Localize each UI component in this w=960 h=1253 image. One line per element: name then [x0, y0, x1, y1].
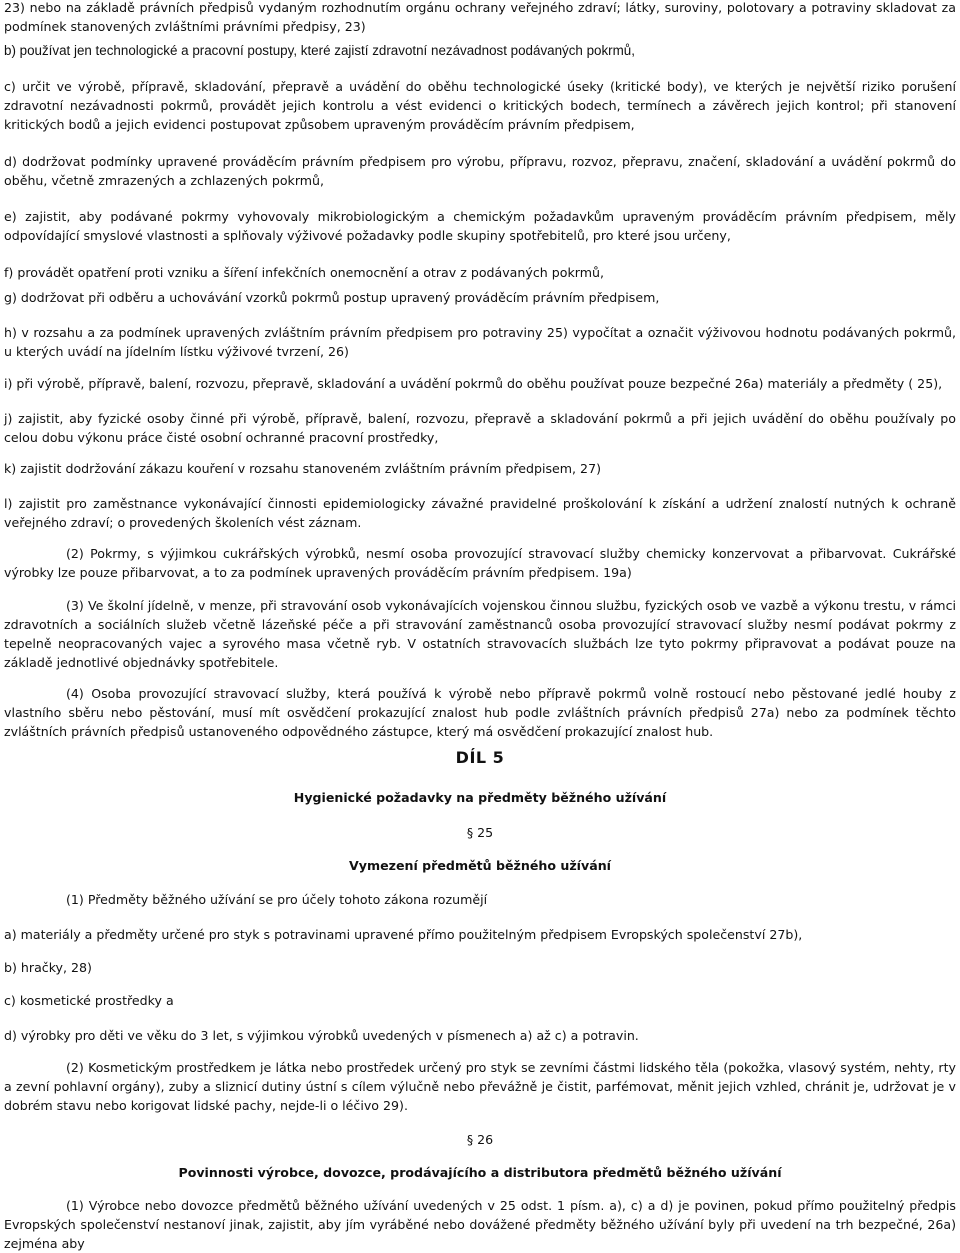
paragraph-item-i: i) při výrobě, přípravě, balení, rozvozu, přepravě, skladování a uvádění pokrmů do oběhu používat pouze bezpečné 26a) materiály a předměty ( 25),	[4, 376, 943, 391]
part-title: Hygienické požadavky na předměty běžného užívání	[293, 790, 667, 805]
paragraph-4: (4) Osoba provozující stravovací služby, která používá k výrobě nebo přípravě pokrmů volně rostoucí nebo pěstované jedlé houby z vlastního sběru nebo pěstování, musí mít osvědčení prokazující znalost hub podle zvláštních právních předpisů 27a) nebo za podmínek těchto zvláštních právních předpisů ustanoveného odpovědného zástupce, který má osvědčení prokazující znalost hub.	[4, 686, 956, 739]
paragraph-23-continuation: 23) nebo na základě právních předpisů vydaným rozhodnutím orgánu ochrany veřejného zdraví; látky, suroviny, polotovary a potraviny skladovat za podmínek stanovených zvláštními právními předpisy, 23)	[4, 0, 956, 34]
part-heading: DÍL 5	[455, 748, 505, 767]
paragraph-item-l: l) zajistit pro zaměstnance vykonávající činnosti epidemiologicky závažné pravidelné proškolování k získání a udržení znalostí nutných k ochraně veřejného zdraví; o provedených školeních vést záznam.	[4, 496, 956, 530]
section-26-number-value: 26	[477, 1132, 494, 1147]
section-26-title: Povinnosti výrobce, dovozce, prodávajícího a distributora předmětů běžného užívání	[178, 1165, 782, 1180]
section-25-item-b: b) hračky, 28)	[4, 960, 92, 975]
paragraph-item-d: d) dodržovat podmínky upravené prováděcím právním předpisem pro výrobu, přípravu, rozvoz, přepravu, značení, skladování a uvádění pokrmů do oběhu, včetně zmrazených a zchlazených pokrmů,	[4, 154, 956, 188]
paragraph-item-j: j) zajistit, aby fyzické osoby činné při výrobě, přípravě, balení, rozvozu, přepravě a skladování pokrmů a při jejich uvádění do oběhu používaly po celou dobu výkonu práce čisté osobní ochranné pracovní prostředky,	[4, 411, 956, 445]
section-25-item-d: d) výrobky pro děti ve věku do 3 let, s výjimkou výrobků uvedených v písmenech a) až c) a potravin.	[4, 1028, 639, 1043]
paragraph-2: (2) Pokrmy, s výjimkou cukrářských výrobků, nesmí osoba provozující stravovací služby chemicky konzervovat a přibarvovat. Cukrářské výrobky lze pouze přibarvovat, a to za podmínek upravených prováděcím právním předpisem. 19a)	[4, 546, 956, 580]
paragraph-3: (3) Ve školní jídelně, v menze, při stravování osob vykonávajících vojenskou činnou službu, fyzických osob ve vazbě a výkonu trestu, v rámci zdravotních a sociálních služeb včetně lázeňské péče a při stravování zaměstnanců osoba provozující stravovací služby nesmí podávat pokrmy z tepelně neopracovaných vajec a syrového masa včetně ryb. V ostatních stravovacích službách lze tyto pokrmy připravovat a podávat pouze na základě jednotlivé objednávky spotřebitele.	[4, 598, 956, 670]
section-26-paragraph-1: (1) Výrobce nebo dovozce předmětů běžného užívání uvedených v 25 odst. 1 písm. a), c) a d) je povinen, pokud přímo použitelný předpis Evropských společenství nestanoví jinak, zajistit, aby jím vyráběné nebo dovážené předměty běžného užívání byly při uvedení na trh bezpečné, 26a) zejména aby	[4, 1198, 956, 1251]
section-25-paragraph-1: (1) Předměty běžného užívání se pro účely tohoto zákona rozumějí	[66, 892, 488, 907]
section-25-number	[0, 823, 960, 842]
section-25-item-c: c) kosmetické prostředky a	[4, 993, 174, 1008]
section-26-number	[0, 1130, 960, 1149]
section-25-number-value: 25	[477, 825, 494, 840]
paragraph-item-c: c) určit ve výrobě, přípravě, skladování, přepravě a uvádění do oběhu technologické úseky (kritické body), ve kterých je největší riziko porušení zdravotní nezávadnosti pokrmů, provádět jejich kontrolu a vést evidenci o kritických bodech, termínech a závěrech jejich kontrol; při stanovení kritických bodů a jejich evidenci postupovat způsobem upraveným prováděcím právním předpisem,	[4, 79, 956, 132]
section-25-item-a: a) materiály a předměty určené pro styk s potravinami upravené přímo použitelným předpisem Evropských společenství 27b),	[4, 927, 803, 942]
paragraph-item-b: b) používat jen technologické a pracovní postupy, které zajistí zdravotní nezávadnost podávaných pokrmů,	[4, 43, 635, 58]
paragraph-item-g: g) dodržovat při odběru a uchovávání vzorků pokrmů postup upravený prováděcím právním předpisem,	[4, 290, 660, 305]
section-sign-icon: §	[466, 1132, 478, 1147]
section-25-paragraph-2: (2) Kosmetickým prostředkem je látka nebo prostředek určený pro styk se zevními částmi lidského těla (pokožka, vlasový systém, nehty, rty a zevní pohlavní orgány), zuby a sliznicí dutiny ústní s cílem výlučně nebo převážně je čistit, parfémovat, měnit jejich vzhled, chránit je, udržovat je v dobrém stavu nebo korigovat lidské pachy, nejde-li o léčivo 29).	[4, 1060, 956, 1113]
paragraph-item-h: h) v rozsahu a za podmínek upravených zvláštním právním předpisem pro potraviny 25) vypočítat a označit výživovou hodnotu podávaných pokrmů, u kterých uvádí na jídelním lístku výživové tvrzení, 26)	[4, 325, 956, 359]
section-25-title: Vymezení předmětů běžného užívání	[349, 858, 611, 873]
paragraph-item-f: f) provádět opatření proti vzniku a šíření infekčních onemocnění a otrav z podávaných pokrmů,	[4, 265, 604, 280]
paragraph-item-e: e) zajistit, aby podávané pokrmy vyhovovaly mikrobiologickým a chemickým požadavkům upraveným prováděcím právním předpisem, měly odpovídající smyslové vlastnosti a splňovaly výživové požadavky podle skupiny spotřebitelů, pro které jsou určeny,	[4, 209, 956, 243]
section-sign-icon: §	[466, 825, 478, 840]
paragraph-item-k: k) zajistit dodržování zákazu kouření v rozsahu stanoveném zvláštním právním předpisem, 27)	[4, 461, 601, 476]
